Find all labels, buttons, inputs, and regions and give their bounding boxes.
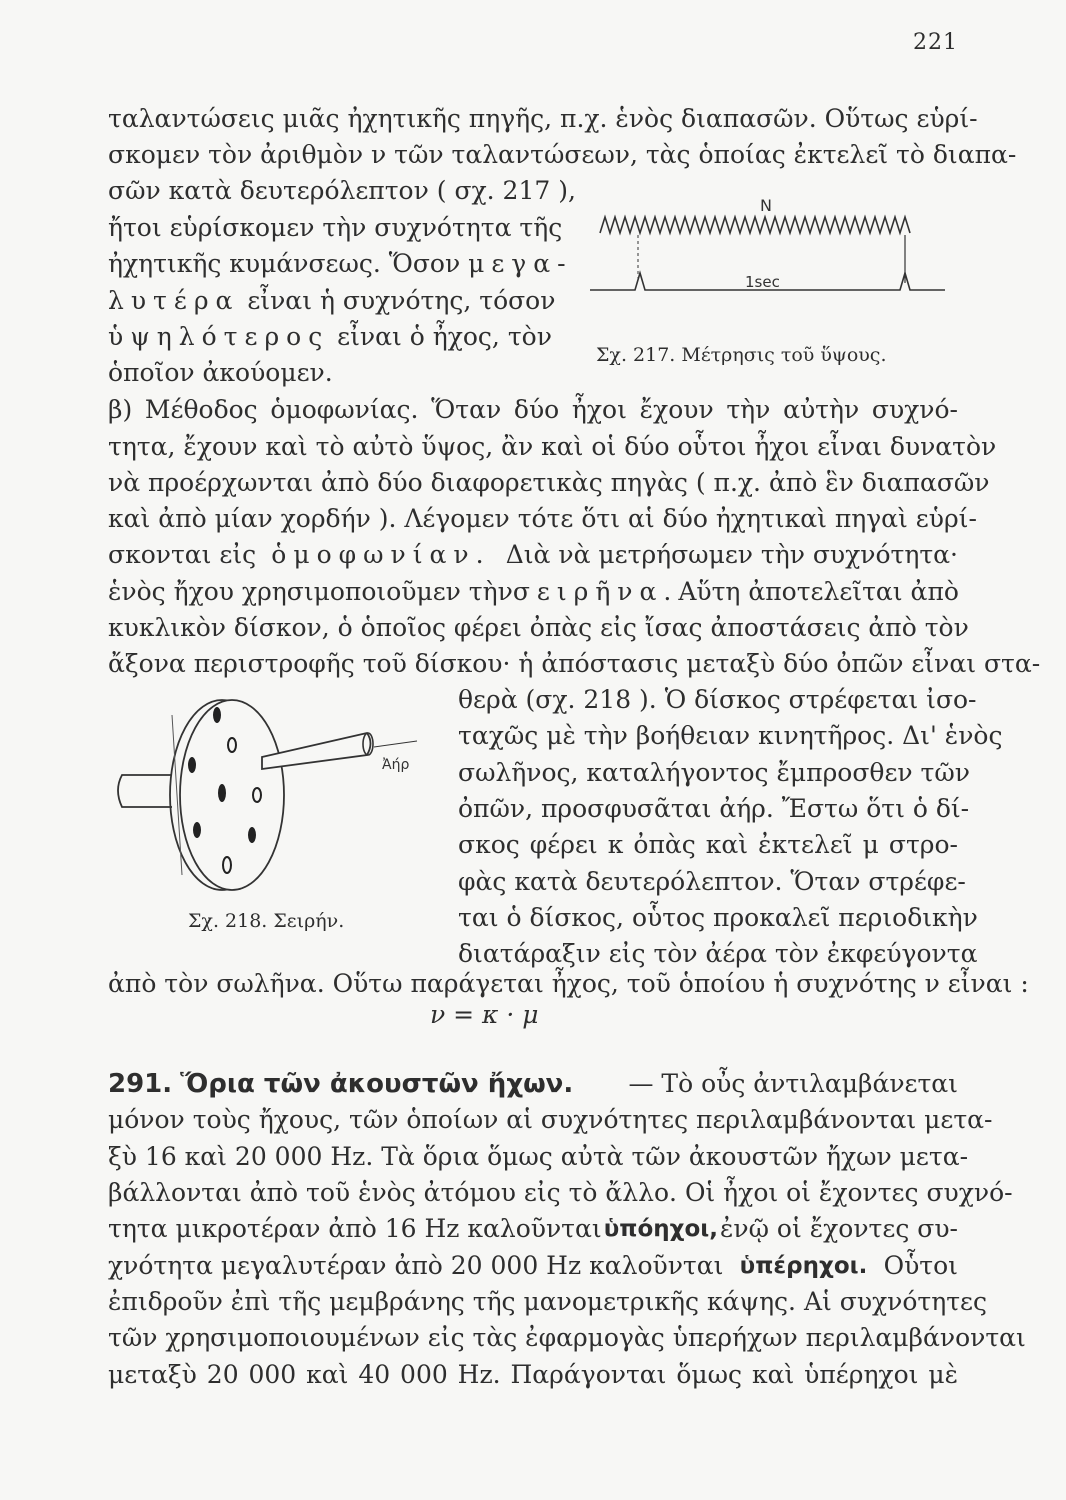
text-line <box>108 285 588 317</box>
text-span: ἑνὸς ἤχου χρησιμοποιοῦμεν τὴν <box>108 577 513 606</box>
sine-trace <box>600 217 910 233</box>
text-span: τητα μικροτέραν ἀπὸ 16 Hz καλοῦνται <box>108 1214 602 1243</box>
text-line: σῶν κατὰ δευτερόλεπτον ( σχ. 217 ), <box>108 176 576 205</box>
text-line <box>108 576 958 608</box>
spaced-emphasis: σειρῆνα. <box>512 577 679 606</box>
spaced-emphasis: ὁμοφωνίαν. <box>271 540 491 569</box>
text-line: β) Μέθοδος ὁμοφωνίας. Ὅταν δύο ἦχοι ἔχουν τὴν αὐτὴν συχνό- <box>108 395 958 424</box>
page-number: 221 <box>913 30 958 55</box>
text-line: ἄξονα περιστροφῆς τοῦ δίσκου· ἡ ἀπόστασις μεταξὺ δύο ὀπῶν εἶναι στα- <box>108 649 1041 678</box>
bold-term: ὑπόηχοι, <box>603 1216 718 1242</box>
text-line <box>108 248 588 280</box>
text-line: ταχῶς μὲ τὴν βοήθειαν κινητῆρος. Δι' ἑνὸς <box>458 721 1003 750</box>
text-line: βάλλονται ἀπὸ τοῦ ἑνὸς ἀτόμου εἰς τὸ ἄλλο. Οἱ ἦχοι οἱ ἔχοντες συχνό- <box>108 1178 1013 1207</box>
hole <box>248 827 256 843</box>
text-line: ὀπῶν, προσφυσᾶται ἀήρ. Ἔστω ὅτι ὁ δί- <box>458 794 970 823</box>
text-line: σκος φέρει κ ὀπὰς καὶ ἐκτελεῖ μ στρο- <box>458 830 958 859</box>
label-n: N <box>760 196 772 215</box>
text-line: σκομεν τὸν ἀριθμὸν ν τῶν ταλαντώσεων, τὰς ὁποίας ἐκτελεῖ τὸ διαπα- <box>108 140 1017 169</box>
text-span: χνότητα μεγαλυτέραν ἀπὸ 20 000 Hz καλοῦνται <box>108 1251 724 1280</box>
figure-217-caption: Σχ. 217. Μέτρησις τοῦ ὕψους. <box>596 344 887 366</box>
text-line: μόνον τοὺς ἤχους, τῶν ὁποίων αἱ συχνότητες περιλαμβάνονται μετα- <box>108 1105 993 1134</box>
hole <box>213 707 221 723</box>
text-line: θερὰ (σχ. 218 ). Ὁ δίσκος στρέφεται ἰσο- <box>458 685 977 714</box>
text-line: νὰ προέρχωνται ἀπὸ δύο διαφορετικὰς πηγὰς ( π.χ. ἀπὸ ἓν διαπασῶν <box>108 468 990 497</box>
text-line: μεταξὺ 20 000 καὶ 40 000 Hz. Παράγονται ὅμως καὶ ὑπέρηχοι μὲ <box>108 1360 958 1389</box>
text-span: σκονται εἰς <box>108 540 257 569</box>
text-line: ταλαντώσεις μιᾶς ἠχητικῆς πηγῆς, π.χ. ἑνὸς διαπασῶν. Οὕτως εὑρί- <box>108 104 978 133</box>
text-line <box>108 1250 958 1282</box>
text-line: ἐπιδροῦν ἐπὶ τῆς μεμβράνης τῆς μανομετρικῆς κάψης. Αἱ συχνότητες <box>108 1287 988 1316</box>
axle <box>118 775 172 807</box>
text-span: ἐνῷ οἱ ἔχοντες συ- <box>719 1214 958 1243</box>
text-span: ἠχητικῆς κυμάνσεως. Ὅσον <box>108 249 461 278</box>
spaced-emphasis: ὑψηλότερος <box>108 322 330 351</box>
spaced-emphasis: μεγα- <box>468 249 573 278</box>
bold-term: ὑπέρηχοι. <box>739 1253 868 1279</box>
text-span: Αὕτη ἀποτελεῖται ἀπὸ <box>678 577 959 606</box>
section-number: 291. <box>108 1069 173 1099</box>
text-line: τῶν χρησιμοποιουμένων εἰς τὰς ἐφαρμογὰς ὑπερήχων περιλαμβάνονται <box>108 1323 1026 1352</box>
text-line <box>108 539 958 571</box>
section-291-heading-line <box>108 1068 958 1100</box>
text-line <box>108 321 588 353</box>
text-line: ται ὁ δίσκος, οὗτος προκαλεῖ περιοδικὴν <box>458 903 978 932</box>
text-span: εἶναι ἡ συχνότης, τόσον <box>247 286 556 315</box>
section-title: Ὅρια τῶν ἀκουστῶν ἤχων. <box>180 1069 574 1099</box>
text-span: Διὰ νὰ μετρήσωμεν τὴν συχνότητα· <box>505 540 958 569</box>
text-line: καὶ ἀπὸ μίαν χορδήν ). Λέγομεν τότε ὅτι αἱ δύο ἠχητικαὶ πηγαὶ εὑρί- <box>108 504 977 533</box>
frequency-trace-diagram <box>590 195 950 305</box>
text-line: διατάραξιν εἰς τὸν ἀέρα τὸν ἐκφεύγοντα <box>458 939 978 968</box>
text-span: εἶναι ὁ ἦχος, τὸν <box>337 322 552 351</box>
label-1sec: 1sec <box>745 273 780 291</box>
text-line: φὰς κατὰ δευτερόλεπτον. Ὅταν στρέφε- <box>458 867 966 896</box>
text-span: Οὗτοι <box>883 1251 958 1280</box>
text-line: ἤτοι εὑρίσκομεν τὴν συχνότητα τῆς <box>108 213 563 242</box>
figure-218-caption: Σχ. 218. Σειρήν. <box>188 910 345 932</box>
hole <box>193 822 201 838</box>
hole <box>188 757 196 773</box>
section-heading <box>108 1068 573 1100</box>
disc-face <box>180 700 284 890</box>
text-line: κυκλικὸν δίσκον, ὁ ὁποῖος φέρει ὀπὰς εἰς ἴσας ἀποστάσεις ἀπὸ τὸν <box>108 613 969 642</box>
spaced-emphasis: λυτέρα <box>108 286 240 315</box>
text-line: σωλῆνος, καταλήγοντος ἔμπροσθεν τῶν <box>458 758 970 787</box>
text-line <box>108 1213 958 1245</box>
label-air: Ἀήρ <box>382 757 410 773</box>
hole <box>218 784 226 802</box>
text-line: ὁποῖον ἀκούομεν. <box>108 358 333 387</box>
air-pointer-line <box>374 741 417 747</box>
text-line: τητα, ἔχουν καὶ τὸ αὐτὸ ὕψος, ἂν καὶ οἱ δύο οὗτοι ἦχοι εἶναι δυνατὸν <box>108 432 997 461</box>
text-span: — Τὸ οὖς ἀντιλαμβάνεται <box>628 1069 958 1098</box>
text-line: ξὺ 16 καὶ 20 000 Hz. Τὰ ὅρια ὅμως αὐτὰ τῶν ἀκουστῶν ἤχων μετα- <box>108 1142 969 1171</box>
figure-218 <box>112 695 432 895</box>
siren-diagram <box>112 695 432 895</box>
figure-217 <box>590 195 950 305</box>
text-line: ἀπὸ τὸν σωλῆνα. Οὕτω παράγεται ἦχος, τοῦ ὁποίου ἡ συχνότης ν εἶναι : <box>108 969 1029 998</box>
formula: ν = κ · μ <box>430 1000 539 1029</box>
